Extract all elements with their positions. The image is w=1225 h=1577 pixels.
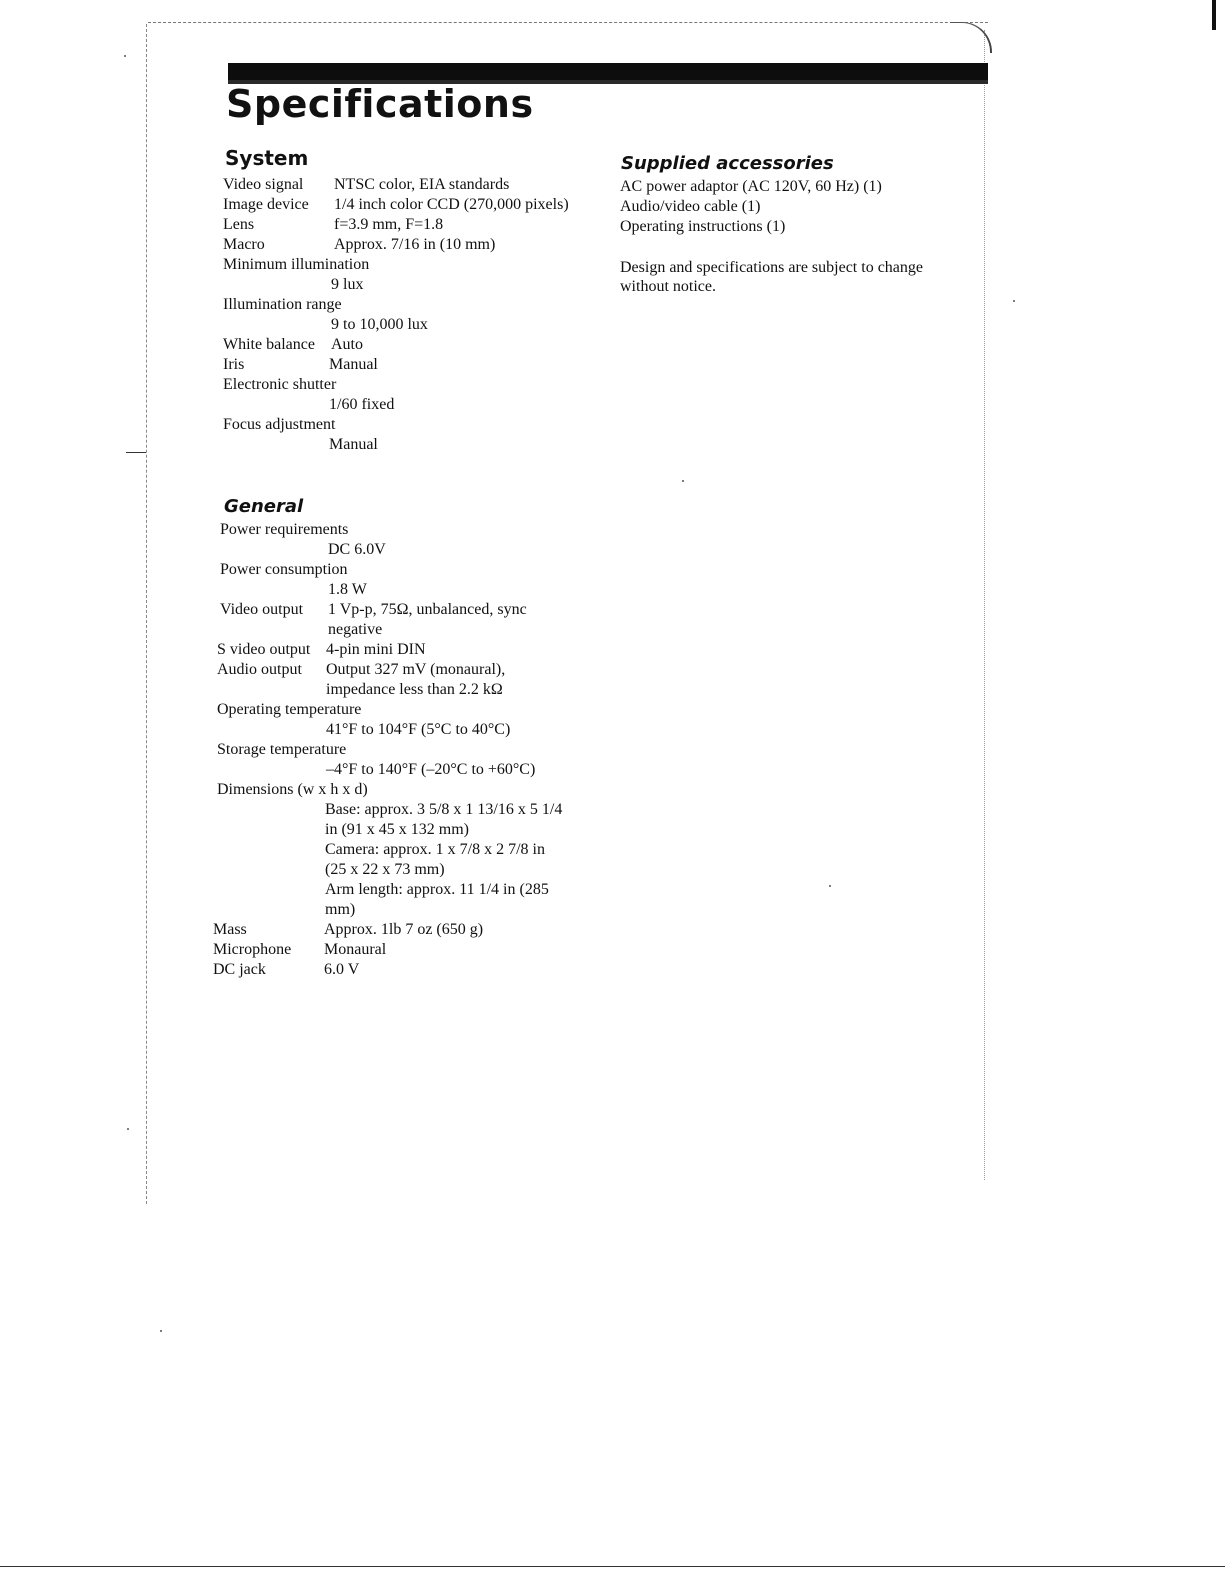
spec-value [328,600,527,640]
spec-label: Illumination range [223,296,342,313]
spec-label: Iris [223,356,245,373]
spec-label: Dimensions (w x h x d) [217,781,368,798]
spec-value: NTSC color, EIA standards [334,176,510,193]
spec-row-operating-temperature [217,700,562,740]
page-title: Specifications [226,82,534,126]
spec-value: 1.8 W [328,581,367,598]
spec-label: Operating temperature [217,701,362,718]
spec-value [326,660,505,700]
spec-value: Approx. 7/16 in (10 mm) [334,236,496,253]
scan-corner [950,22,992,53]
spec-value: –4°F to 140°F (–20°C to +60°C) [326,761,536,778]
scan-speck [124,55,126,57]
spec-value-line: 1 Vp-p, 75Ω, unbalanced, sync [328,601,527,618]
accessory-item: AC power adaptor (AC 120V, 60 Hz) (1) [620,178,882,195]
spec-value: DC 6.0V [328,541,386,558]
spec-row-dc-jack [213,960,562,980]
spec-value-line: impedance less than 2.2 kΩ [326,681,503,698]
spec-label: Macro [223,236,265,253]
spec-value-line: (25 x 22 x 73 mm) [325,861,445,878]
accessory-item: Audio/video cable (1) [620,198,761,215]
spec-row-macro [223,235,569,255]
system-spec-list [223,175,569,455]
spec-value: 4-pin mini DIN [326,641,426,658]
spec-row-power-requirements [220,520,562,560]
spec-row-mass [213,920,562,940]
spec-value-line: Base: approx. 3 5/8 x 1 13/16 x 5 1/4 [325,801,563,818]
spec-value: Manual [329,436,378,453]
spec-label: S video output [217,641,311,658]
spec-row-image-device [223,195,569,215]
accessories-list [620,177,882,237]
spec-row-audio-output [217,660,562,700]
spec-row-power-consumption [220,560,562,600]
scan-speck [160,1330,162,1332]
scan-speck [1013,300,1015,302]
spec-value-line: Arm length: approx. 11 1/4 in (285 [325,881,549,898]
spec-row-lens [223,215,569,235]
spec-row-iris [223,355,569,375]
spec-label: Image device [223,196,309,213]
spec-row-video-signal [223,175,569,195]
system-heading: System [225,146,309,170]
spec-label: Power requirements [220,521,349,538]
spec-row-white-balance [223,335,569,355]
spec-label: White balance [223,336,315,353]
header-bar [228,63,988,80]
spec-label: Minimum illumination [223,256,370,273]
spec-value: 41°F to 104°F (5°C to 40°C) [326,721,511,738]
spec-value: Manual [329,356,378,373]
general-spec-list [213,520,563,980]
spec-value: 9 lux [331,276,364,293]
spec-value-line: Output 327 mV (monaural), [326,661,506,678]
spec-label: Mass [213,921,247,938]
scan-edge-right [984,30,985,1180]
spec-row-s-video-output [217,640,562,660]
general-heading: General [224,496,304,517]
spec-value: 9 to 10,000 lux [331,316,428,333]
spec-label: Video signal [223,176,304,193]
accessory-item: Operating instructions (1) [620,218,786,235]
spec-value-line: mm) [325,901,356,918]
spec-label: Lens [223,216,255,233]
spec-label: Storage temperature [217,741,347,758]
spec-value: Monaural [324,941,387,958]
accessories-heading: Supplied accessories [621,153,834,174]
spec-value: 1/4 inch color CCD (270,000 pixels) [334,196,569,213]
specification-notice: Design and specifications are subject to change without notice. [620,259,923,295]
spec-label: Electronic shutter [223,376,337,393]
spec-value: Auto [331,336,363,353]
scan-tick-mark [126,452,146,453]
spec-row-illumination-range [223,295,569,335]
spec-value-line: in (91 x 45 x 132 mm) [325,821,469,838]
scan-edge-top [148,22,988,23]
scan-edge-left [146,24,147,1204]
spec-value-line: Camera: approx. 1 x 7/8 x 2 7/8 in [325,841,545,858]
spec-label: Video output [220,601,304,618]
scan-edge-mark [1212,0,1216,30]
scan-speck [127,1128,129,1130]
spec-row-video-output [220,600,562,640]
spec-label: Power consumption [220,561,348,578]
scan-speck [829,885,831,887]
spec-value: f=3.9 mm, F=1.8 [334,216,444,233]
spec-row-storage-temperature [217,740,562,780]
spec-value-line: negative [328,621,383,638]
spec-value: Approx. 1lb 7 oz (650 g) [324,921,484,938]
scan-edge-bottom [0,1566,1225,1567]
spec-row-electronic-shutter [223,375,569,415]
spec-value: 6.0 V [324,961,360,978]
spec-row-dimensions [217,780,562,920]
spec-label: DC jack [213,961,266,978]
spec-label: Microphone [213,941,292,958]
spec-label: Audio output [217,661,302,678]
spec-value: 1/60 fixed [329,396,395,413]
spec-row-microphone [213,940,562,960]
spec-row-minimum-illumination [223,255,569,295]
spec-label: Focus adjustment [223,416,336,433]
scan-speck [682,480,684,482]
spec-row-focus-adjustment [223,415,569,455]
